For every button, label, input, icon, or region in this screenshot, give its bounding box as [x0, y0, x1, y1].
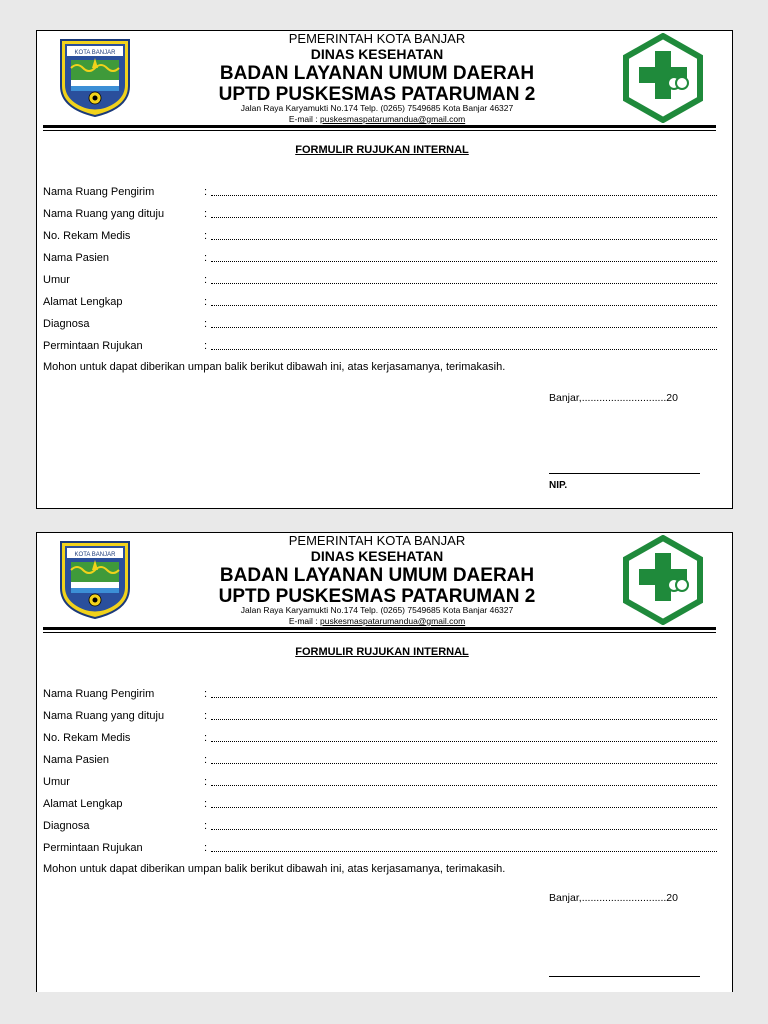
field-colon: :	[204, 340, 208, 352]
header-government: PEMERINTAH KOTA BANJAR	[288, 31, 466, 46]
field-permintaan-rujukan[interactable]	[43, 340, 717, 354]
header-rule-thick	[43, 125, 716, 128]
field-label: Permintaan Rujukan	[43, 340, 143, 352]
svg-text:KOTA BANJAR: KOTA BANJAR	[74, 552, 116, 558]
field-dotted-line[interactable]	[211, 195, 717, 196]
header-department: DINAS KESEHATAN	[310, 46, 444, 62]
field-dotted-line[interactable]	[211, 763, 717, 764]
field-colon: :	[204, 798, 208, 810]
field-colon: :	[204, 688, 208, 700]
header-email-line	[137, 115, 617, 124]
field-colon: :	[204, 274, 208, 286]
field-colon: :	[204, 710, 208, 722]
field-nama-ruang-pengirim[interactable]	[43, 688, 717, 702]
referral-form-sheet-2	[36, 532, 733, 992]
field-colon: :	[204, 842, 208, 854]
field-colon: :	[204, 230, 208, 242]
field-colon: :	[204, 318, 208, 330]
feedback-note: Mohon untuk dapat diberikan umpan balik berikut dibawah ini, atas kerjasamanya, terimakasih.	[43, 863, 506, 875]
form-title: FORMULIR RUJUKAN INTERNAL	[295, 646, 469, 658]
svg-text:KOTA BANJAR: KOTA BANJAR	[74, 50, 116, 56]
header-rule-thick	[43, 627, 716, 630]
header-department: DINAS KESEHATAN	[310, 548, 444, 564]
place-date: Banjar,.............................20	[549, 892, 678, 904]
header-address: Jalan Raya Karyamukti No.174 Telp. (0265) 7549685 Kota Banjar 46327	[240, 605, 514, 615]
place-date: Banjar,.............................20	[549, 392, 678, 404]
signature-line	[549, 473, 700, 474]
field-colon: :	[204, 252, 208, 264]
header-agency: BADAN LAYANAN UMUM DAERAH	[219, 63, 535, 84]
field-dotted-line[interactable]	[211, 785, 717, 786]
field-dotted-line[interactable]	[211, 741, 717, 742]
header-government: PEMERINTAH KOTA BANJAR	[288, 533, 466, 548]
field-nama-pasien[interactable]	[43, 754, 717, 768]
field-dotted-line[interactable]	[211, 239, 717, 240]
field-dotted-line[interactable]	[211, 261, 717, 262]
field-colon: :	[204, 296, 208, 308]
referral-form-sheet-1	[36, 30, 733, 509]
field-colon: :	[204, 186, 208, 198]
field-alamat-lengkap[interactable]	[43, 296, 717, 310]
field-umur[interactable]	[43, 274, 717, 288]
field-nama-ruang-dituju[interactable]	[43, 710, 717, 724]
field-dotted-line[interactable]	[211, 719, 717, 720]
field-label: Permintaan Rujukan	[43, 842, 143, 854]
field-dotted-line[interactable]	[211, 697, 717, 698]
puskesmas-logo-icon	[622, 33, 704, 123]
email-link[interactable]: puskesmaspatarumandua@gmail.com	[320, 114, 466, 124]
field-alamat-lengkap[interactable]	[43, 798, 717, 812]
field-dotted-line[interactable]	[211, 327, 717, 328]
field-label: Alamat Lengkap	[43, 798, 123, 810]
email-link[interactable]: puskesmaspatarumandua@gmail.com	[320, 616, 466, 626]
header-unit: UPTD PUSKESMAS PATARUMAN 2	[218, 84, 536, 105]
field-colon: :	[204, 754, 208, 766]
email-label: E-mail :	[288, 114, 320, 124]
field-label: Alamat Lengkap	[43, 296, 123, 308]
feedback-note: Mohon untuk dapat diberikan umpan balik berikut dibawah ini, atas kerjasamanya, terimakasih.	[43, 361, 506, 373]
field-dotted-line[interactable]	[211, 807, 717, 808]
field-diagnosa[interactable]	[43, 318, 717, 332]
field-nama-ruang-pengirim[interactable]	[43, 186, 717, 200]
field-dotted-line[interactable]	[211, 829, 717, 830]
field-nama-ruang-dituju[interactable]	[43, 208, 717, 222]
field-colon: :	[204, 208, 208, 220]
field-permintaan-rujukan[interactable]	[43, 842, 717, 856]
field-label: No. Rekam Medis	[43, 732, 131, 744]
form-title: FORMULIR RUJUKAN INTERNAL	[295, 144, 469, 156]
field-colon: :	[204, 732, 208, 744]
field-label: Umur	[43, 274, 70, 286]
field-label: Nama Ruang Pengirim	[43, 186, 155, 198]
field-dotted-line[interactable]	[211, 217, 717, 218]
field-dotted-line[interactable]	[211, 305, 717, 306]
field-dotted-line[interactable]	[211, 851, 717, 852]
field-label: Nama Pasien	[43, 252, 110, 264]
field-nama-pasien[interactable]	[43, 252, 717, 266]
field-no-rekam-medis[interactable]	[43, 732, 717, 746]
header-email-line	[137, 617, 617, 626]
header-agency: BADAN LAYANAN UMUM DAERAH	[219, 565, 535, 586]
field-label: Nama Pasien	[43, 754, 110, 766]
header-unit: UPTD PUSKESMAS PATARUMAN 2	[218, 586, 536, 607]
field-label: Nama Ruang yang dituju	[43, 208, 165, 220]
header-address: Jalan Raya Karyamukti No.174 Telp. (0265) 7549685 Kota Banjar 46327	[240, 103, 514, 113]
email-label: E-mail :	[288, 616, 320, 626]
field-no-rekam-medis[interactable]	[43, 230, 717, 244]
field-label: Nama Ruang Pengirim	[43, 688, 155, 700]
header-rule-thin	[43, 130, 716, 131]
nip-label: NIP.	[549, 480, 568, 491]
field-dotted-line[interactable]	[211, 349, 717, 350]
field-label: Diagnosa	[43, 318, 90, 330]
kota-banjar-crest-icon	[59, 38, 131, 118]
field-colon: :	[204, 820, 208, 832]
header-rule-thin	[43, 632, 716, 633]
field-diagnosa[interactable]	[43, 820, 717, 834]
puskesmas-logo-icon	[622, 535, 704, 625]
field-label: No. Rekam Medis	[43, 230, 131, 242]
field-label: Diagnosa	[43, 820, 90, 832]
field-label: Nama Ruang yang dituju	[43, 710, 165, 722]
field-dotted-line[interactable]	[211, 283, 717, 284]
field-colon: :	[204, 776, 208, 788]
field-label: Umur	[43, 776, 70, 788]
signature-line	[549, 976, 700, 977]
field-umur[interactable]	[43, 776, 717, 790]
kota-banjar-crest-icon	[59, 540, 131, 620]
